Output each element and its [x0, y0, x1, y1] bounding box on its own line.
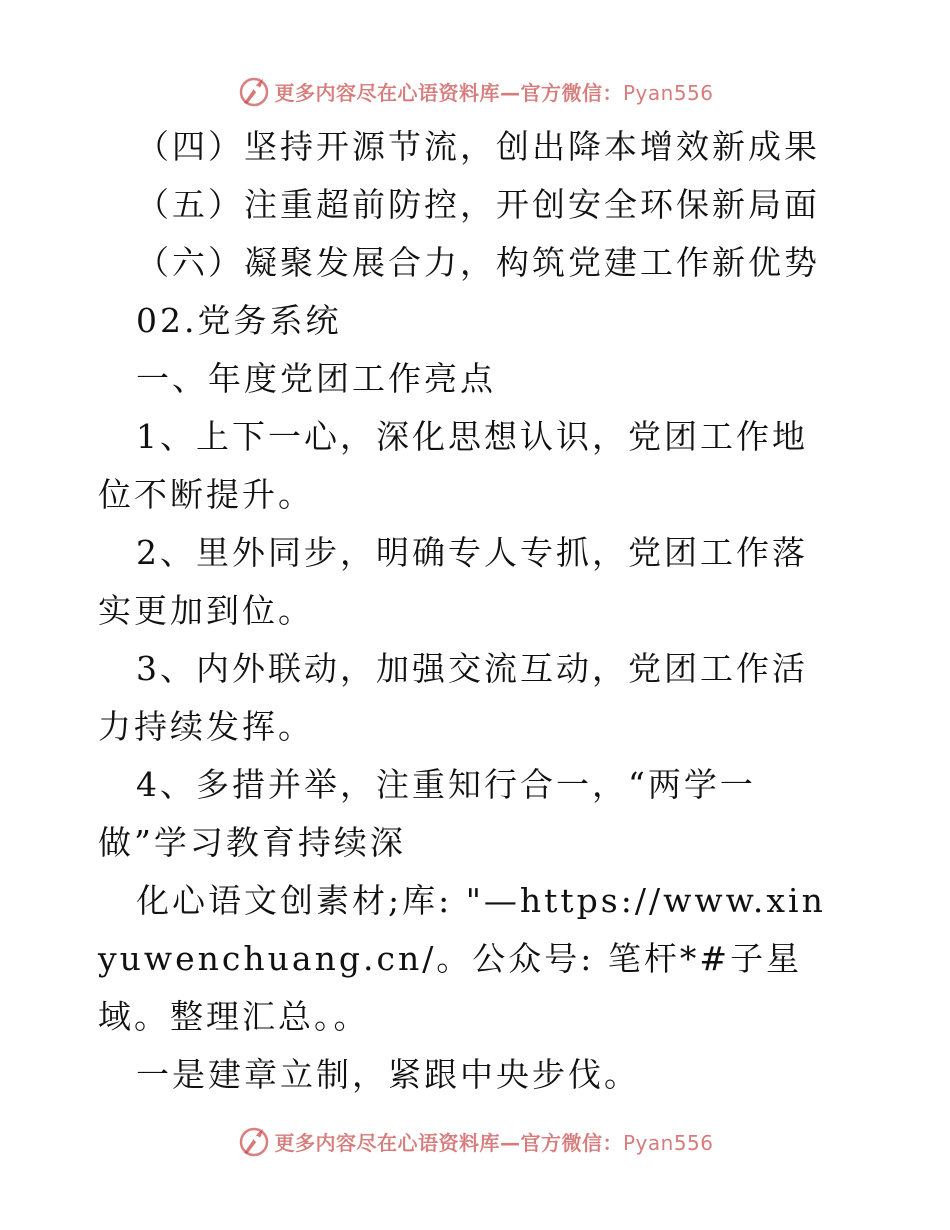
header-watermark-text: [274, 77, 713, 106]
pen-logo-icon: [236, 1123, 272, 1159]
section-heading-highlights: 一、年度党团工作亮点: [136, 359, 496, 398]
paragraph-item-4: 4、多措并举，注重知行合一，“两学一做”学习教育持续深: [98, 765, 756, 862]
header-watermark-label: 更多内容尽在心语资料库—官方微信：: [274, 80, 623, 105]
footer-watermark-text: [274, 1127, 713, 1156]
footer-watermark-banner: [0, 1121, 950, 1161]
section-heading-02: 02.党务系统: [136, 301, 342, 340]
paragraph-item-1: 1、上下一心，深化思想认识，党团工作地位不断提升。: [98, 417, 808, 514]
paragraph-item-2: 2、里外同步，明确专人专抓，党团工作落实更加到位。: [98, 533, 808, 630]
header-wechat-id: Pyan556: [622, 80, 714, 105]
pen-logo-icon: [236, 73, 272, 109]
paragraph-source-note: 化心语文创素材;库: "—https://www.xinyuwenchuang.cn/。公众号: 笔杆*#子星域。整理汇总。。: [98, 881, 826, 1036]
footer-watermark-label: 更多内容尽在心语资料库—官方微信：: [274, 1130, 623, 1155]
header-watermark-banner: [0, 71, 950, 111]
paragraph-1: （四）坚持开源节流，创出降本增效新成果: [136, 127, 820, 166]
footer-wechat-id: Pyan556: [622, 1130, 714, 1155]
paragraph-item-3: 3、内外联动，加强交流互动，党团工作活力持续发挥。: [98, 649, 808, 746]
paragraph-3: （六）凝聚发展合力，构筑党建工作新优势: [136, 243, 820, 282]
document-body: [98, 118, 838, 1104]
paragraph-first-point: 一是建章立制，紧跟中央步伐。: [136, 1055, 640, 1094]
paragraph-2: （五）注重超前防控，开创安全环保新局面: [136, 185, 820, 224]
